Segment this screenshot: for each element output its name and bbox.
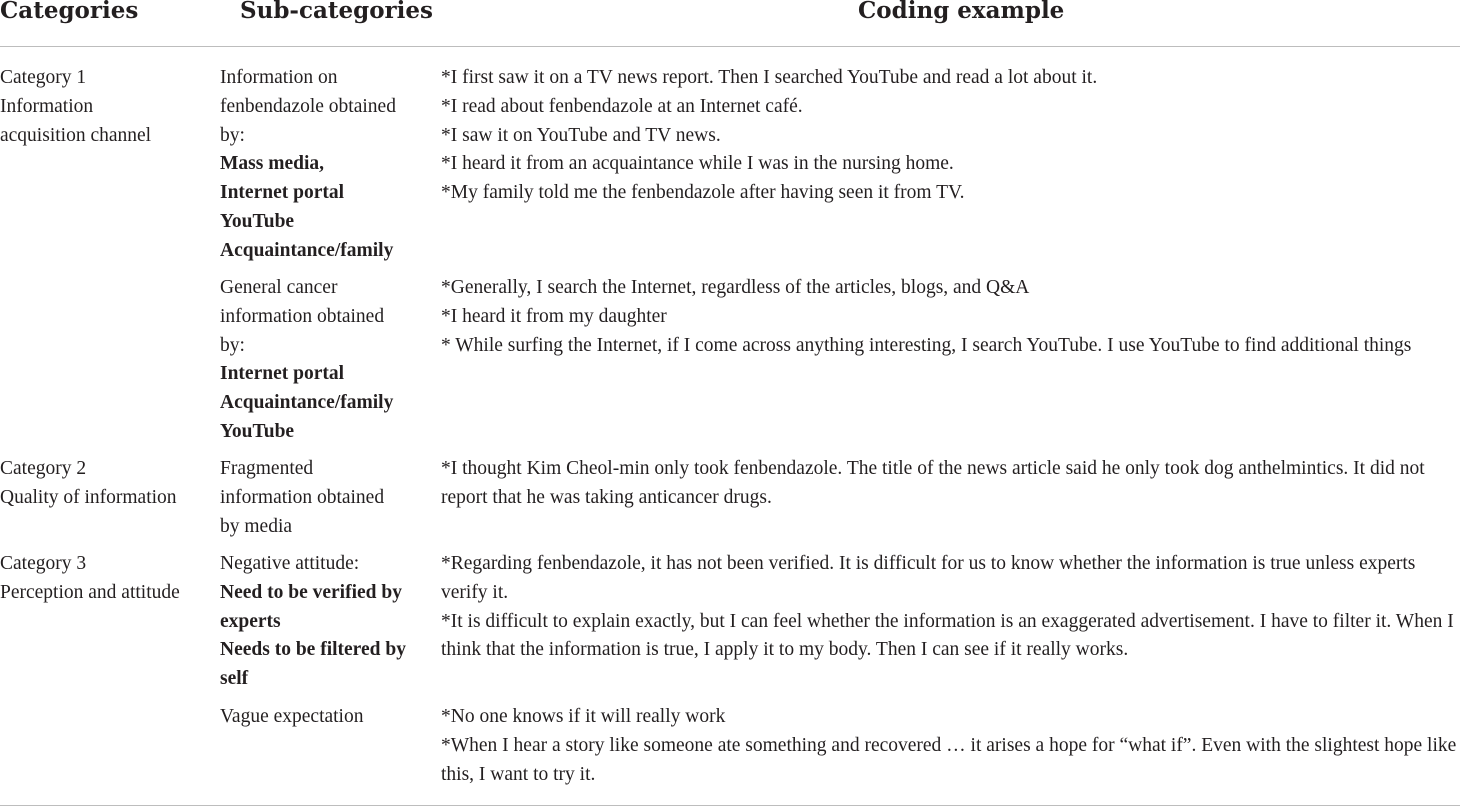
sub-category-source: Internet portal [220,182,345,204]
row-1-coding-examples [441,64,1460,208]
row-4-coding-examples [441,550,1460,665]
sub-category-source: experts [220,610,281,632]
row-2-coding-examples [441,274,1460,360]
sub-category-source: Acquaintance/family [220,392,394,414]
table-bottom-rule [0,805,1460,806]
category-line: acquisition channel [0,124,152,146]
category-line: Quality of information [0,486,177,508]
sub-category-line: by media [220,515,293,537]
sub-category-source: Need to be verified by [220,581,402,603]
table-header [0,0,1460,47]
category-line: Category 3 [0,553,87,574]
row-3-category [0,455,215,513]
coding-example: *Generally, I search the Internet, regardless of the articles, blogs, and Q&A [441,277,1030,298]
row-4-sub-category [220,550,432,694]
row-3-sub-category [220,455,432,541]
header-sub-categories: Sub-categories [240,0,433,24]
sub-category-line: Fragmented [220,458,314,479]
header-coding-example: Coding example [858,0,1065,24]
coding-example: *I first saw it on a TV news report. Then I searched YouTube and read a lot about it. [441,67,1098,88]
sub-category-line: by: [220,124,245,146]
category-line: Information [0,95,94,117]
sub-category-line: information obtained [220,305,385,327]
coding-example: *My family told me the fenbendazole after having seen it from TV. [441,182,965,204]
sub-category-line: Information on [220,67,338,88]
sub-category-source: self [220,668,249,690]
sub-category-line: General cancer [220,277,338,298]
coding-example: *No one knows if it will really work [441,706,726,727]
row-5-coding-examples [441,703,1460,789]
sub-category-line: Vague expectation [220,706,364,727]
header-categories: Categories [0,0,139,24]
coding-example: *I heard it from my daughter [441,305,667,327]
sub-category-source: YouTube [220,210,295,232]
coding-example: * While surfing the Internet, if I come across anything interesting, I search YouTube. I use YouTube to find additional things [441,334,1412,356]
category-line: Perception and attitude [0,581,180,603]
sub-category-line: fenbendazole obtained [220,95,396,117]
sub-category-source: Mass media, [220,153,324,175]
row-3-coding-examples [441,455,1460,513]
coding-example: *It is difficult to explain exactly, but I can feel whether the information is an exaggerated advertisement. I have to filter it. When I think that the information is true, I apply it to my body. Then I can see if it really works. [441,610,1454,661]
sub-category-source: YouTube [220,420,295,442]
row-4-category [0,550,215,608]
row-2-sub-category [220,274,432,447]
row-1-category [0,64,215,150]
coding-example: *When I hear a story like someone ate something and recovered … it arises a hope for “what if”. Even with the slightest hope like this, I want to try it. [441,734,1457,785]
coding-example: *I read about fenbendazole at an Internet café. [441,95,803,117]
coding-example: *Regarding fenbendazole, it has not been verified. It is difficult for us to know whether the information is true unless experts verify it. [441,553,1416,603]
coding-example: *I saw it on YouTube and TV news. [441,124,721,146]
coding-example: *I heard it from an acquaintance while I was in the nursing home. [441,153,954,175]
sub-category-source: Acquaintance/family [220,239,394,261]
sub-category-line: by: [220,334,245,356]
sub-category-source: Internet portal [220,363,345,385]
coding-example: *I thought Kim Cheol-min only took fenbendazole. The title of the news article said he only took dog anthelmintics. It did not report that he was taking anticancer drugs. [441,458,1425,508]
category-line: Category 2 [0,458,87,479]
sub-category-line: Negative attitude: [220,553,360,574]
category-line: Category 1 [0,67,87,88]
sub-category-source: Needs to be filtered by [220,639,406,661]
row-5-sub-category [220,703,432,732]
sub-category-line: information obtained [220,486,385,508]
row-1-sub-category [220,64,432,266]
